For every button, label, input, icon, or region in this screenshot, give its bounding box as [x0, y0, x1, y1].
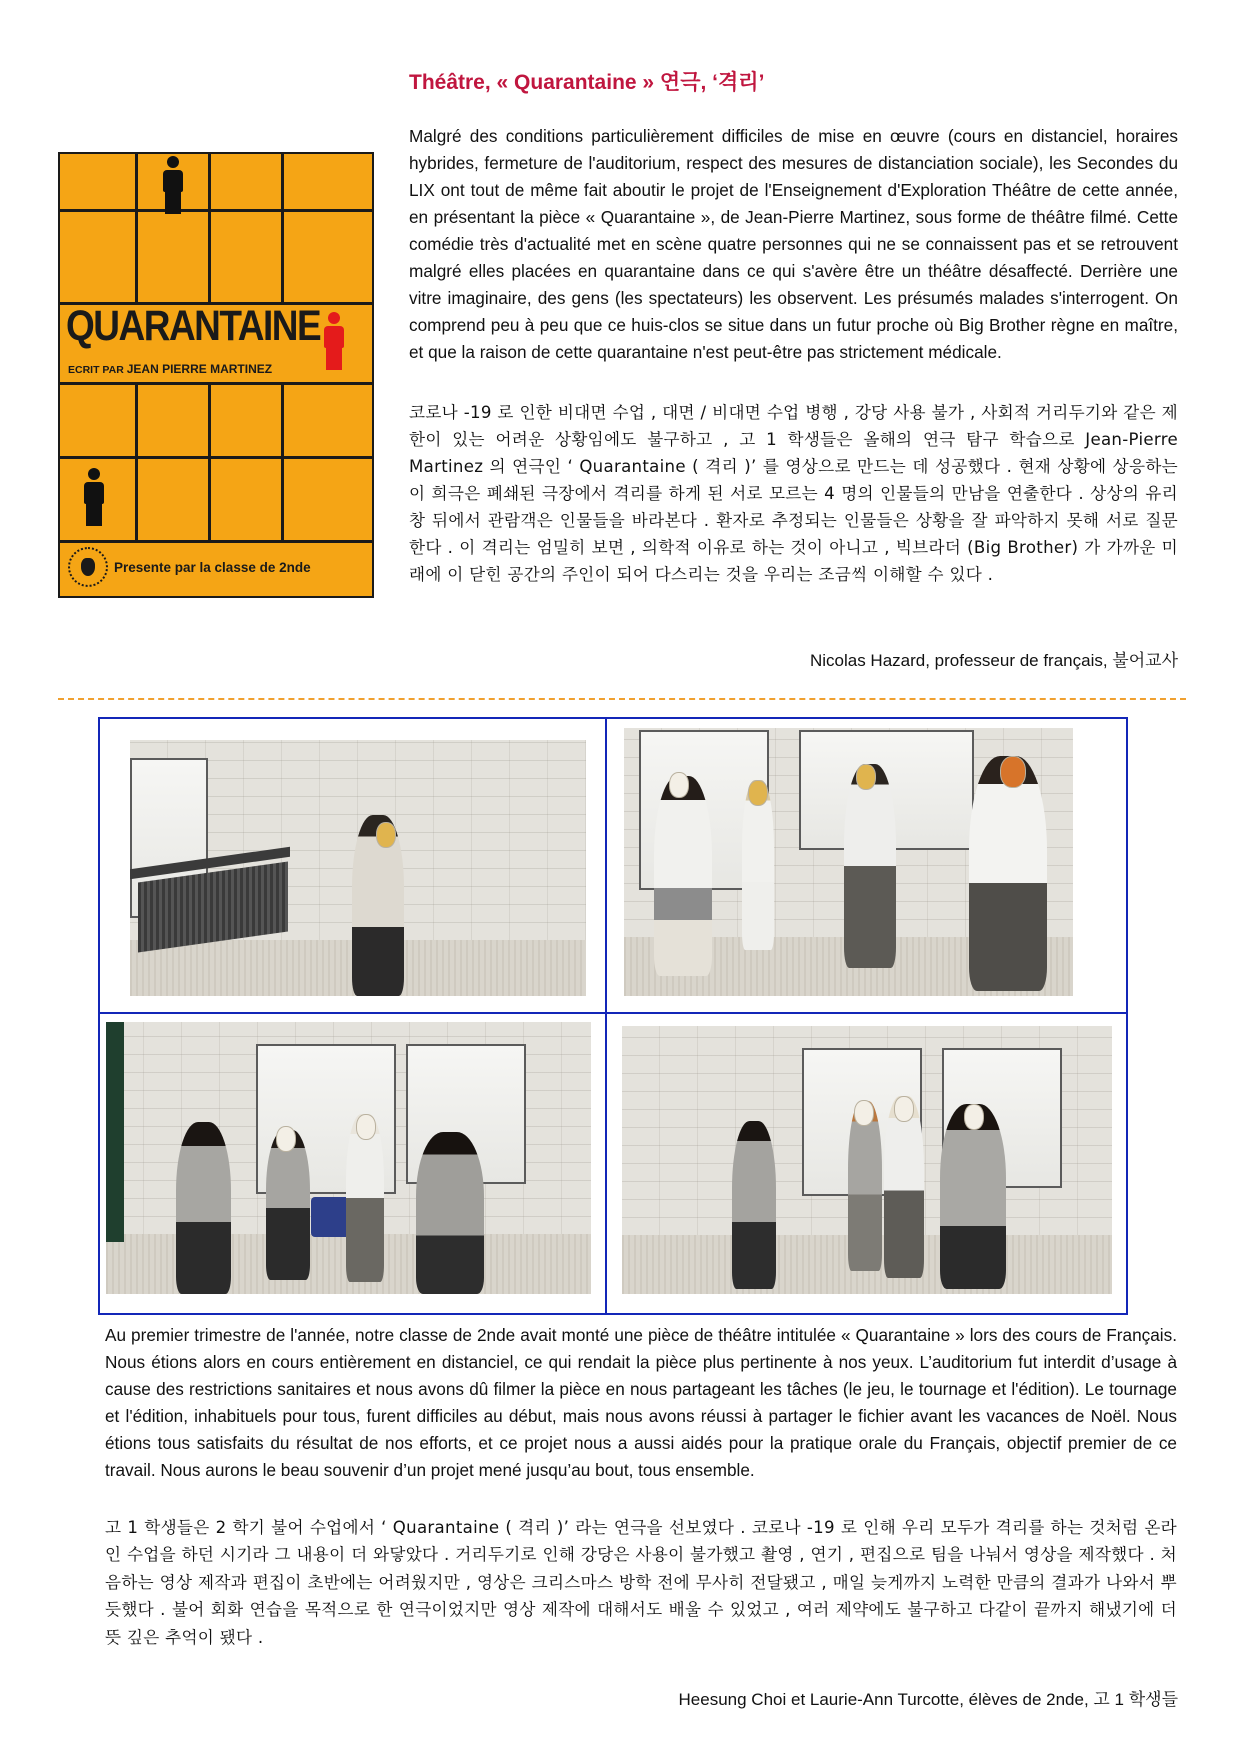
photo-frame-border — [98, 1012, 1128, 1014]
poster-author-prefix: ECRIT PAR — [68, 364, 124, 376]
teacher-signature: Nicolas Hazard, professeur de français, 불어교사 — [809, 651, 1178, 670]
stage-photo-3 — [106, 1022, 591, 1294]
students-signature: Heesung Choi et Laurie-Ann Turcotte, élèves de 2nde, 고 1 학생들 — [678, 1690, 1178, 1709]
section-divider — [58, 698, 1186, 700]
stage-photo-4 — [622, 1026, 1112, 1294]
person-icon — [84, 468, 104, 526]
stage-photo-2 — [624, 728, 1073, 996]
poster-title: QUARANTAINE — [66, 302, 321, 350]
person-icon — [163, 156, 183, 214]
person-icon — [324, 312, 344, 370]
photo-frame-border — [605, 717, 607, 1315]
french-students-paragraph: Au premier trimestre de l'année, notre classe de 2nde avait monté une pièce de théâtre intitulée « Quarantaine » lors des cours de Français. Nous étions alors en cours entièrement en distanciel, ce qui rendait la pièce plus pertinente à nos yeux. L’auditorium fut interdit d’usage à cause des restrictions sanitaires et nous avons dû filmer la pièce en nous partageant les tâches (le jeu, le tournage et l'édition). Le tournage et l'édition, inhabituels pour tous, furent difficiles au début, mais nous avons réussi à partager le fichier avant les vacances de Noël. Nous étions tous satisfaits du résultat de nos efforts, et ce projet nous a aussi aidés pour la pratique orale du Français, objectif premier de ce travail. Nous aurons le beau souvenir d’un projet mené jusqu’au bout, tous ensemble. — [105, 1325, 1177, 1480]
korean-intro-paragraph: 코로나 -19 로 인한 비대면 수업 , 대면 / 비대면 수업 병행 , 강당 사용 불가 , 사회적 거리두기와 같은 제한이 있는 어려운 상황임에도 불구하고 , 고 1 학생들은 올해의 연극 탐구 학습으로 Jean-Pierre Martinez 의 연극인 ‘ Quarantaine ( 격리 )’ 를 영상으로 만드는 데 성공했다 . 현재 상황에 상응하는 이 희극은 폐쇄된 극장에서 격리를 하게 된 서로 모르는 4 명의 인물들의 만남을 연출한다 . 상상의 유리창 뒤에서 관람객은 인물들을 바라본다 . 환자로 추정되는 인물들은 상황을 잘 파악하지 못해 서로 질문한다 . 이 격리는 엄밀히 보면 , 의학적 이유로 하는 것이 아니고 , 빅브라더 (Big Brother) 가 가까운 미래에 이 닫힌 공간의 주인이 되어 다스리는 것을 우리는 조금씩 이해할 수 있다 . — [409, 403, 1178, 584]
photo-frame-border — [98, 717, 1128, 719]
french-intro-paragraph: Malgré des conditions particulièrement difficiles de mise en œuvre (cours en distanciel, horaires hybrides, fermeture de l'auditorium, respect des mesures de distanciation sociale), les Secondes du LIX ont tout de même fait aboutir le projet de l'Enseignement d'Exploration Théâtre de cette année, en présentant la pièce « Quarantaine », de Jean-Pierre Martinez, sous forme de théâtre filmé. Cette comédie très d'actualité met en scène quatre personnes qui ne se connaissent pas et se retrouvent malgré elles placées en quarantaine dans ce qui s'avère être un théâtre désaffecté. Derrière une vitre imaginaire, des gens (les spectateurs) les observent. Les présumés malades s'interrogent. On comprend peu à peu que ce huis-clos se situe dans un futur proche où Big Brother règne en maître, et que la raison de cette quarantaine n'est peut-être pas strictement médicale. — [409, 126, 1178, 362]
poster-author — [68, 362, 272, 376]
stage-photo-1 — [130, 740, 586, 996]
poster-author-name: JEAN PIERRE MARTINEZ — [126, 362, 273, 376]
blackboard — [106, 1022, 124, 1242]
korean-students-paragraph: 고 1 학생들은 2 학기 불어 수업에서 ‘ Quarantaine ( 격리 )’ 라는 연극을 선보였다 . 코로나 -19 로 인해 우리 모두가 격리를 하는 것처럼 온라인 수업을 하던 시기라 그 내용이 더 와닿았다 . 거리두기로 인해 강당은 사용이 불가했고 촬영 , 연기 , 편집으로 팀을 나눠서 영상을 제작했다 . 처음하는 영상 제작과 편집이 초반에는 어려웠지만 , 영상은 크리스마스 방학 전에 무사히 전달됐고 , 매일 늦게까지 노력한 만큼의 결과가 나와서 뿌듯했다 . 불어 회화 연습을 목적으로 한 연극이었지만 영상 제작에 대해서도 배울 수 있었고 , 여러 제약에도 불구하고 다같이 끝까지 해냈기에 더 뜻 깊은 추억이 됐다 . — [105, 1518, 1177, 1647]
article-title: Théâtre, « Quarantaine » 연극, ‘격리’ — [409, 71, 765, 94]
photo-frame-border — [1126, 717, 1128, 1315]
play-poster — [58, 152, 374, 598]
photo-frame-border — [98, 1313, 1128, 1315]
school-emblem-icon — [68, 547, 108, 587]
photo-frame-border — [98, 717, 100, 1315]
poster-footer: Presente par la classe de 2nde — [114, 560, 311, 575]
